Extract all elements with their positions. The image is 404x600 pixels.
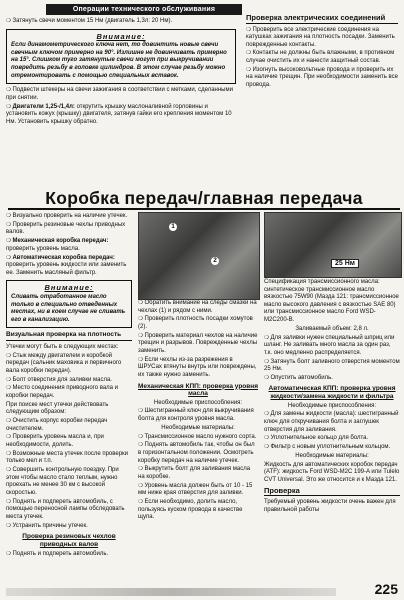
photo-caption: ❍ Обратить внимание на следы смазки на чехлах (1) и рядом с ними. — [138, 300, 258, 315]
middle-column — [138, 300, 258, 523]
warning-box — [6, 29, 236, 85]
subsection-title: Проверка резиновых чехлов приводных валов — [22, 533, 116, 548]
paragraph: ❍ Выкрутить болт для заливания масла на коробке. — [138, 466, 258, 481]
paragraph: ❍ Проверить все электрические соединения на катушках зажигания на плотность посадки. Заменить поврежденные контакты. — [246, 27, 398, 50]
tools-heading: Необходимые приспособления: — [153, 399, 243, 406]
left-column — [6, 213, 132, 559]
torque-label: 25 Нм — [331, 259, 359, 268]
paragraph: ❍ Визуально проверить на наличие утечек. — [6, 213, 132, 221]
paragraph: ❍ Если чехлы из-за разрежения в ШРУСах втянуты внутрь или повреждены, их также нужно заменить. — [138, 357, 258, 380]
paragraph: ❍ Трансмиссионное масло нужного сорта. — [138, 434, 258, 442]
warning-text: Сливать отработанное масло только в специально отведенных местах, ни в коем случае не сливать его в канализацию. — [11, 293, 126, 323]
paragraph: ❍ Совершить контрольную поездку. При этом чтобы масло стало теплым, нужно проехать не менее 30 км с высокой скоростью. — [6, 467, 132, 497]
top-right-column — [246, 12, 398, 91]
paragraph-text: открутить крышку маслоналивной горловины и установить кожух (крышку) двигателя, затянув гайки его крепления моментом 10 Нм. Установить крышку обратно. — [6, 103, 232, 125]
subsection-title: Автоматическая КПП: проверка уровня жидкости/замена жидкости и фильтра — [268, 385, 396, 401]
paragraph: ❍ Для замены жидкости (масла): шестигранный ключ для откручивания болта и заглушек отверстия для заливания. — [264, 411, 400, 434]
paragraph: ❍ Если необходимо, долить масло, пользуясь куском провода в качестве щупа. — [138, 499, 258, 522]
subsection-title: Механическая КПП: проверка уровня масла — [138, 382, 258, 398]
paragraph: Требуемый уровень жидкости очень важен для правильной работы — [264, 499, 396, 513]
callout-1: 1 — [169, 223, 177, 231]
right-column — [264, 279, 400, 515]
paragraph: ❍ Стык между двигателем и коробкой передач (сальник маховика и первичного вала коробки передач). — [6, 353, 132, 376]
paragraph: ❍ Подвести штекеры на свечи зажигания в соответствии с метками, сделанными при снятии. — [6, 87, 236, 102]
spark-torque-text: ❍ Затянуть свечи моментом 15 Нм (двигатель 1,3л: 20 Нм). — [6, 18, 236, 26]
bold-lead: Двигатели 1,25-/1,4л: — [12, 103, 75, 110]
tools-heading: Необходимые приспособления: — [287, 402, 377, 409]
paragraph: ❍ Место соединения приводного вала и коробки передач. — [6, 385, 132, 400]
paragraph: ❍ Поднять автомобиль так, чтобы он был в горизонтальном положении. Осмотреть коробку передач на наличие утечек. — [138, 442, 258, 465]
bold-lead: Автоматическая коробка передач: — [12, 254, 115, 261]
paragraph: ❍ Очистить корпус коробки передач очистителем. — [6, 418, 132, 433]
paragraph — [6, 255, 132, 278]
paragraph: ❍ Шестигранный ключ для выкручивания болта для контроля уровня масла. — [138, 408, 258, 423]
paragraph-text: проверить уровень жидкости или заменить ее. Заменить масляный фильтр. — [6, 262, 127, 276]
paragraph: ❍ Опустить автомобиль. — [264, 375, 400, 383]
paragraph: ❍ Контакты не должны быть влажными, в противном случае очистить их и нанести защитный состав. — [246, 50, 398, 65]
paragraph: ❍ Уровень масла должен быть от 10 - 15 мм ниже края отверстия для заливки. — [138, 483, 258, 498]
paragraph: ❍ Затянуть болт заливного отверстия моментом 25 Нм. — [264, 359, 400, 374]
chapter-title: Коробка передач/главная передача — [8, 188, 400, 210]
paragraph — [6, 104, 236, 127]
paragraph — [6, 238, 132, 253]
paragraph: ❍ Возможные места утечек после проверки только мел и т.п. — [6, 451, 132, 466]
section-title: Проверка — [264, 487, 400, 497]
paragraph: ❍ Уплотнительное кольцо для болта. — [264, 435, 400, 443]
warning-title: Внимание: — [96, 31, 146, 41]
paragraph: ❍ Проверить резиновые чехлы приводных валов. — [6, 222, 132, 237]
paragraph: ❍ Устранить причины утечек. — [6, 523, 132, 531]
paragraph: ❍ Проверить материал чехлов на наличие трещин и разрывов. Поврежденные чехлы заменить. — [138, 333, 258, 356]
footer-band — [6, 588, 336, 596]
paragraph-text: проверить уровень масла. — [6, 245, 80, 252]
warning-box — [6, 280, 132, 328]
paragraph: ❍ Поднять и подпереть автомобиль. — [6, 551, 132, 559]
warning-text: Если динамометрического ключа нет, то довинтить новые свечи свечным ключом примерно на 90°. Излишне не довинчивать примерно на 15°. Слишком туго затянутые свечи могут при выкручивании повредить резьбу в головке цилиндров. В этом случае резьбу можно отремонтировать с помощью специальных вставок. — [11, 42, 227, 79]
cv-boot-photo — [138, 212, 260, 300]
paragraph: ❍ Поднять и подпереть автомобиль, с помощью переносной лампы обследовать места утечек. — [6, 499, 132, 522]
warning-title: Внимание: — [44, 283, 94, 293]
callout-2: 2 — [211, 257, 219, 265]
paragraph: ❍ Для заливки нужен специальный шприц или шланг. Не заливать много масла за один раз, т.к. оно медленно распределяется. — [264, 335, 400, 358]
gearbox-photo — [264, 212, 402, 278]
page-number: 225 — [374, 581, 398, 597]
section-header: Операции технического обслуживания — [46, 4, 242, 15]
paragraph: ❍ Болт отверстия для заливки масла. — [6, 377, 132, 385]
paragraph: ❍ Изогнуть высоковольтные провода и проверить их на наличие трещин. При необходимости заменить все провода. — [246, 67, 398, 90]
paragraph: ❍ Фильтр с новым уплотнительным кольцом. — [264, 444, 400, 452]
top-left-column — [6, 18, 236, 128]
section-title: Визуальная проверка на плотность — [6, 331, 132, 341]
section-title: Проверка электрических соединений — [246, 14, 398, 24]
materials-heading: Необходимые материалы: — [295, 452, 369, 459]
paragraph: Жидкость для автоматических коробок передач (ATF): жидкость Ford WSD-M2C 199-A или Tulelo CVT Universal. Это же относится и к Мазда 121. — [264, 461, 400, 483]
paragraph: Утечки могут быть в следующих местах: — [6, 343, 119, 350]
materials-heading: Необходимые материалы: — [161, 424, 235, 431]
paragraph: ❍ Проверить уровень масла и, при необходимости, долить. — [6, 434, 132, 449]
bold-lead: Механическая коробка передач: — [12, 238, 109, 245]
paragraph: При поиске мест утечки действовать следующим образом: — [6, 401, 109, 416]
paragraph: Спецификация трансмиссионного масла: синтетическое трансмиссионное масло вязкостью 75W90 (Мазда 121: трансмиссионное масло высокого давления с вязкостью SAE 80) или трансмиссионное масло Ford WSD-M2C200-B. — [264, 279, 399, 323]
paragraph: ❍ Проверить плотность посадки хомутов (2). — [138, 316, 258, 331]
fill-volume: Заливаемый объем: 2,8 л. — [295, 325, 369, 332]
